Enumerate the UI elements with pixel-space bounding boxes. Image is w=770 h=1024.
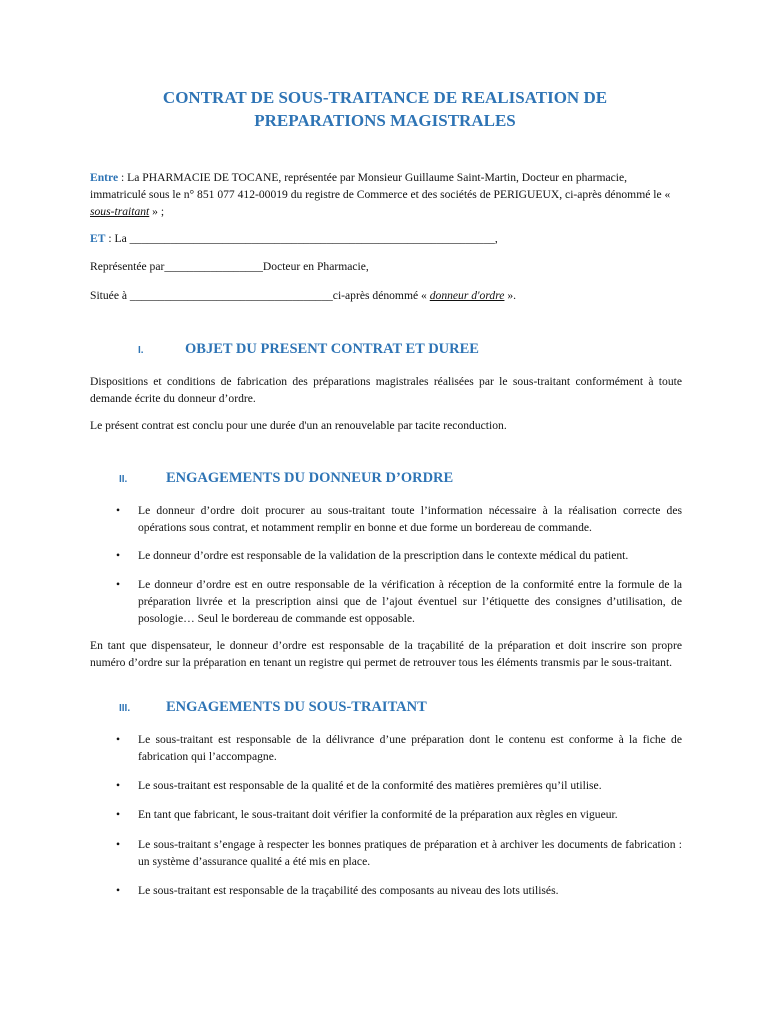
- bullet-dot: •: [116, 733, 121, 746]
- sous-traitant-term: sous-traitant: [90, 205, 150, 218]
- title-line-1: CONTRAT DE SOUS-TRAITANCE DE REALISATION DE: [162, 88, 608, 107]
- section-3-bullet-1: [90, 731, 682, 765]
- parties-situee: [90, 287, 682, 304]
- parties-representee: Représentée par_________________Docteur en Pharmacie,: [90, 260, 369, 273]
- bullet-text: Le sous-traitant est responsable de la traçabilité des composants au niveau des lots utilisés.: [138, 884, 559, 897]
- bullet-dot: •: [116, 549, 121, 562]
- bullet-text: Le sous-traitant est responsable de la qualité et de la conformité des matières premières qu’il utilise.: [138, 779, 602, 792]
- section-1-number: I.: [138, 345, 144, 356]
- section-1-paragraph-2: Le présent contrat est conclu pour une durée d'un an renouvelable par tacite reconduction.: [90, 419, 507, 432]
- parties-entre: [90, 169, 682, 220]
- bullet-dot: •: [116, 838, 121, 851]
- section-3-bullet-3: [90, 806, 682, 823]
- section-2-bullet-1: [90, 502, 682, 536]
- section-1-title: OBJET DU PRESENT CONTRAT ET DUREE: [185, 341, 479, 357]
- bullet-text: Le donneur d’ordre est en outre responsable de la vérification à réception de la conformité entre la formule de la préparation livrée et la prescription ainsi que de l’ajout éventuel sur l’étiquette des consignes d’utilisation, de posologie… Seul le bordereau de commande est opposable.: [138, 578, 682, 625]
- bullet-text: En tant que fabricant, le sous-traitant doit vérifier la conformité de la préparation aux règles en vigueur.: [138, 808, 618, 821]
- bullet-dot: •: [116, 779, 121, 792]
- section-2-number: II.: [119, 474, 128, 485]
- bullet-dot: •: [116, 808, 121, 821]
- section-2-bullet-2: [90, 547, 682, 564]
- bullet-text: Le donneur d’ordre est responsable de la validation de la prescription dans le contexte médical du patient.: [138, 549, 629, 562]
- entre-text: : La PHARMACIE DE TOCANE, représentée par Monsieur Guillaume Saint-Martin, Docteur en pharmacie, immatriculé sous le n° 851 077 412-00019 du registre de Commerce et des sociétés de PERIGUEUX, ci-après dénommé le «: [90, 171, 671, 201]
- bullet-text: Le sous-traitant est responsable de la délivrance d’une préparation dont le contenu est conforme à la fiche de fabrication qui l’accompagne.: [138, 733, 682, 763]
- section-3-number: III.: [119, 703, 131, 714]
- section-2-closing-paragraph: En tant que dispensateur, le donneur d’ordre est responsable de la traçabilité de la préparation et doit inscrire son propre numéro d’ordre sur la préparation en tenant un registre qui permet de retrouver tous les éléments transmis par le sous-traitant.: [90, 639, 682, 669]
- bullet-text: Le sous-traitant s’engage à respecter les bonnes pratiques de préparation et à archiver les documents de fabrication : un système d’assurance qualité a été mis en place.: [138, 838, 682, 868]
- section-2-title: ENGAGEMENTS DU DONNEUR D’ORDRE: [166, 470, 454, 486]
- section-1-paragraph-1: Dispositions et conditions de fabrication des préparations magistrales réalisées par le sous-traitant conformément à toute demande écrite du donneur d’ordre.: [90, 375, 682, 405]
- section-3-title: ENGAGEMENTS DU SOUS-TRAITANT: [166, 699, 427, 715]
- section-2-bullet-3: [90, 576, 682, 627]
- bullet-dot: •: [116, 578, 121, 591]
- document-title: [0, 86, 770, 132]
- section-3-bullet-2: [90, 777, 682, 794]
- parties-et: [90, 230, 682, 247]
- bullet-dot: •: [116, 884, 121, 897]
- title-line-2: PREPARATIONS MAGISTRALES: [254, 111, 516, 130]
- situee-end: ».: [504, 289, 517, 302]
- entre-label: Entre: [90, 171, 119, 184]
- et-label: ET: [90, 232, 106, 245]
- et-text: : La _______________________________________________________________,: [105, 232, 498, 245]
- entre-end: » ;: [149, 205, 165, 218]
- donneur-term: donneur d'ordre: [429, 289, 505, 302]
- situee-text: Située à ___________________________________ci-après dénommé «: [90, 289, 430, 302]
- bullet-dot: •: [116, 504, 121, 517]
- section-3-bullet-5: [90, 882, 682, 899]
- bullet-text: Le donneur d’ordre doit procurer au sous-traitant toute l’information nécessaire à la réalisation correcte des opérations sous contrat, et notamment remplir en bonne et due forme un bordereau de commande.: [138, 504, 682, 534]
- section-3-bullet-4: [90, 836, 682, 870]
